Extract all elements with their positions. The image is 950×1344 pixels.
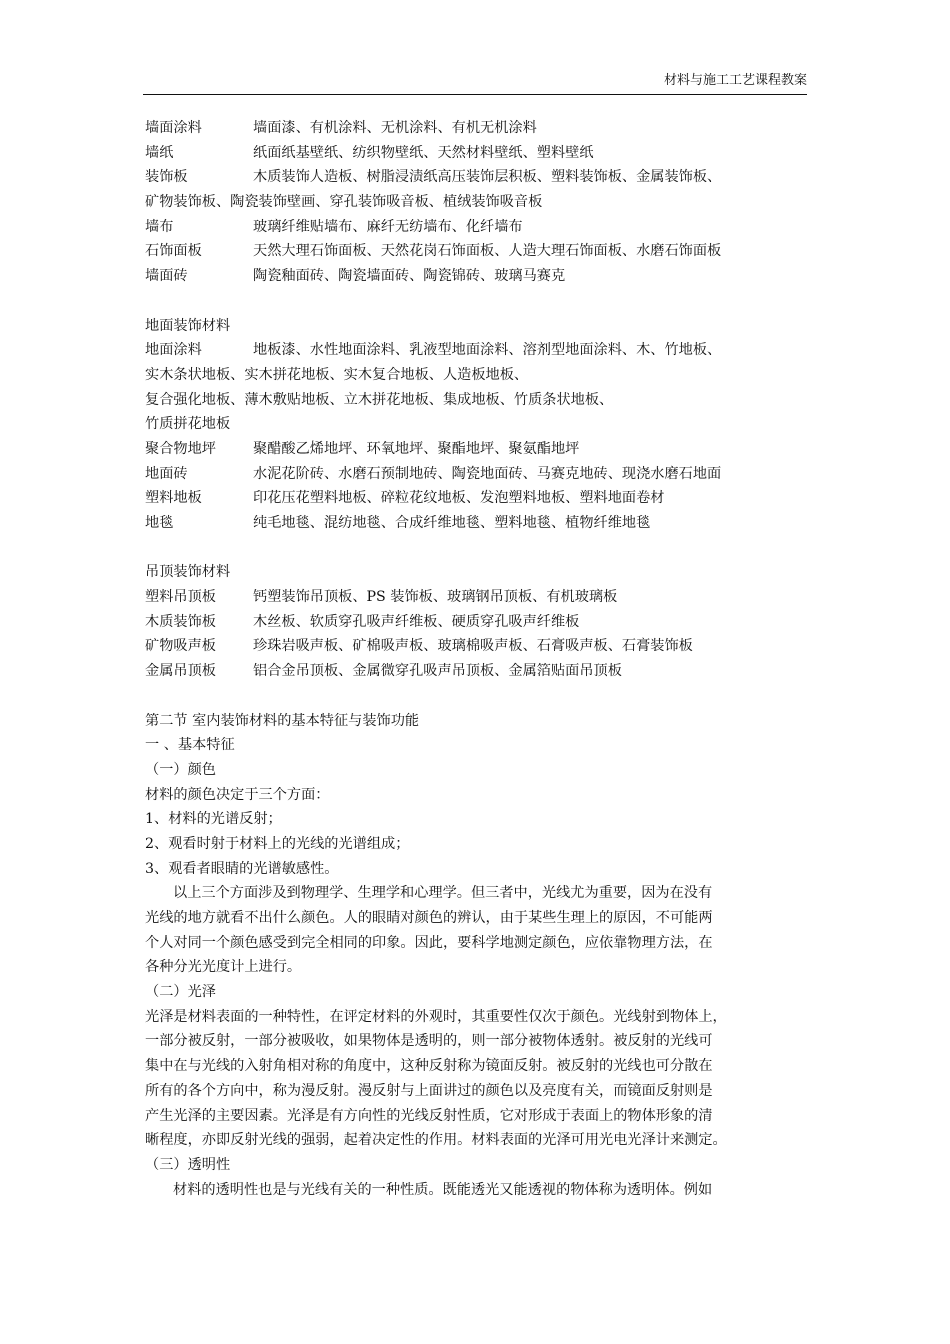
section-heading: 吊顶装饰材料 xyxy=(145,564,231,581)
list-item xyxy=(145,634,807,659)
list-item xyxy=(145,239,807,264)
ceiling-materials-list xyxy=(145,560,807,683)
material-term: 石饰面板 xyxy=(145,243,202,260)
material-term: 墙布 xyxy=(145,218,174,235)
list-item xyxy=(145,215,807,240)
material-desc: 木质装饰人造板、树脂浸渍纸高压装饰层积板、塑料装饰板、金属装饰板、 xyxy=(253,169,722,186)
material-term: 矿物吸声板 xyxy=(145,638,216,655)
material-term: 塑料吊顶板 xyxy=(145,589,216,606)
floor-materials-list xyxy=(145,314,807,536)
list-item xyxy=(145,264,807,289)
material-desc: 玻璃纤维贴墙布、麻纤无纺墙布、化纤墙布 xyxy=(253,218,523,235)
list-item xyxy=(145,165,807,190)
material-term: 墙面砖 xyxy=(145,268,188,285)
material-desc: 珍珠岩吸声板、矿棉吸声板、玻璃棉吸声板、石膏吸声板、石膏装饰板 xyxy=(253,638,693,655)
list-item-continuation: 实木条状地板、实木拼花地板、实木复合地板、人造板地板、 xyxy=(145,366,529,383)
list-item xyxy=(145,511,807,536)
paragraph-line: 光泽是材料表面的一种特性，在评定材料的外观时，其重要性仅次于颜色。光线射到物体上， xyxy=(145,1008,727,1025)
material-desc: 钙塑装饰吊顶板、PS 装饰板、玻璃钢吊顶板、有机玻璃板 xyxy=(253,589,618,606)
material-desc: 纸面纸基壁纸、纺织物壁纸、天然材料壁纸、塑料壁纸 xyxy=(253,144,594,161)
color-heading: （一）颜色 xyxy=(145,761,216,778)
material-desc: 铝合金吊顶板、金属微穿孔吸声吊顶板、金属箔贴面吊顶板 xyxy=(253,663,622,680)
material-term: 木质装饰板 xyxy=(145,613,216,630)
list-item xyxy=(145,610,807,635)
material-term: 塑料地板 xyxy=(145,490,202,507)
paragraph-line: 晰程度，亦即反射光线的强弱，起着决定性的作用。材料表面的光泽可用光电光泽计来测定。 xyxy=(145,1132,727,1149)
document-body xyxy=(145,116,807,1202)
list-item xyxy=(145,338,807,363)
list-item xyxy=(145,486,807,511)
material-desc: 地板漆、水性地面涂料、乳液型地面涂料、溶剂型地面涂料、木、竹地板、 xyxy=(253,342,722,359)
material-desc: 木丝板、软质穿孔吸声纤维板、硬质穿孔吸声纤维板 xyxy=(253,613,580,630)
wall-materials-list xyxy=(145,116,807,289)
color-point: 3、观看者眼睛的光谱敏感性。 xyxy=(145,860,339,877)
material-term: 墙面涂料 xyxy=(145,120,202,136)
material-term: 地面涂料 xyxy=(145,342,202,359)
material-desc: 纯毛地毯、混纺地毯、合成纤维地毯、塑料地毯、植物纤维地毯 xyxy=(253,515,651,531)
paragraph-line: 光线的地方就看不出什么颜色。人的眼睛对颜色的辨认，由于某些生理上的原因，不可能两 xyxy=(145,910,713,926)
material-desc: 墙面漆、有机涂料、无机涂料、有机无机涂料 xyxy=(253,120,537,136)
list-item xyxy=(145,141,807,166)
list-item xyxy=(145,585,807,610)
material-term: 地毯 xyxy=(145,515,174,531)
material-term: 地面砖 xyxy=(145,465,188,482)
header-rule xyxy=(143,94,807,95)
color-point: 1、材料的光谱反射； xyxy=(145,811,282,828)
material-desc: 水泥花阶砖、水磨石预制地砖、陶瓷地面砖、马赛克地砖、现浇水磨石地面 xyxy=(253,465,722,482)
gloss-heading: （二）光泽 xyxy=(145,984,216,1001)
list-item-continuation: 竹质拼花地板 xyxy=(145,416,231,433)
material-desc: 陶瓷釉面砖、陶瓷墙面砖、陶瓷锦砖、玻璃马赛克 xyxy=(253,268,566,285)
paragraph-line: 以上三个方面涉及到物理学、生理学和心理学。但三者中，光线尤为重要，因为在没有 xyxy=(173,885,713,902)
section-heading: 地面装饰材料 xyxy=(145,317,231,334)
color-point: 2、观看时射于材料上的光线的光谱组成； xyxy=(145,835,410,852)
paragraph-line: 集中在与光线的入射角相对称的角度中，这种反射称为镜面反射。被反射的光线也可分散在 xyxy=(145,1058,713,1075)
paragraph-line: 各种分光光度计上进行。 xyxy=(145,959,302,976)
list-item-continuation: 矿物装饰板、陶瓷装饰壁画、穿孔装饰吸音板、植绒装饰吸音板 xyxy=(145,194,543,211)
list-item xyxy=(145,116,807,141)
list-item-continuation: 复合强化地板、薄木敷贴地板、立木拼花地板、集成地板、竹质条状地板、 xyxy=(145,391,614,408)
list-item xyxy=(145,659,807,684)
section-title: 第二节 室内装饰材料的基本特征与装饰功能 xyxy=(145,712,420,729)
material-desc: 印花压花塑料地板、碎粒花纹地板、发泡塑料地板、塑料地面卷材 xyxy=(253,490,665,507)
paragraph-line: 产生光泽的主要因素。光泽是有方向性的光线反射性质，它对形成于表面上的物体形象的清 xyxy=(145,1107,713,1124)
section-two xyxy=(145,709,807,1203)
material-term: 装饰板 xyxy=(145,169,188,186)
subsection-heading: 一 、基本特征 xyxy=(145,737,235,754)
header-title: 材料与施工工艺课程教案 xyxy=(663,73,807,88)
material-desc: 天然大理石饰面板、天然花岗石饰面板、人造大理石饰面板、水磨石饰面板 xyxy=(253,243,722,260)
list-item xyxy=(145,437,807,462)
color-intro: 材料的颜色决定于三个方面： xyxy=(145,786,330,803)
material-term: 墙纸 xyxy=(145,144,174,161)
material-term: 聚合物地坪 xyxy=(145,440,216,457)
paragraph-line: 一部分被反射，一部分被吸收，如果物体是透明的，则一部分被物体透射。被反射的光线可 xyxy=(145,1033,713,1050)
paragraph-line: 所有的各个方向中，称为漫反射。漫反射与上面讲过的颜色以及亮度有关，而镜面反射则是 xyxy=(145,1082,713,1099)
list-item xyxy=(145,462,807,487)
transparency-heading: （三）透明性 xyxy=(145,1156,231,1173)
paragraph-line: 个人对同一个颜色感受到完全相同的印象。因此，要科学地测定颜色，应依靠物理方法，在 xyxy=(145,934,713,951)
paragraph-line: 材料的透明性也是与光线有关的一种性质。既能透光又能透视的物体称为透明体。例如 xyxy=(173,1181,713,1198)
material-desc: 聚醋酸乙烯地坪、环氧地坪、聚酯地坪、聚氨酯地坪 xyxy=(253,440,580,457)
material-term: 金属吊顶板 xyxy=(145,663,216,680)
